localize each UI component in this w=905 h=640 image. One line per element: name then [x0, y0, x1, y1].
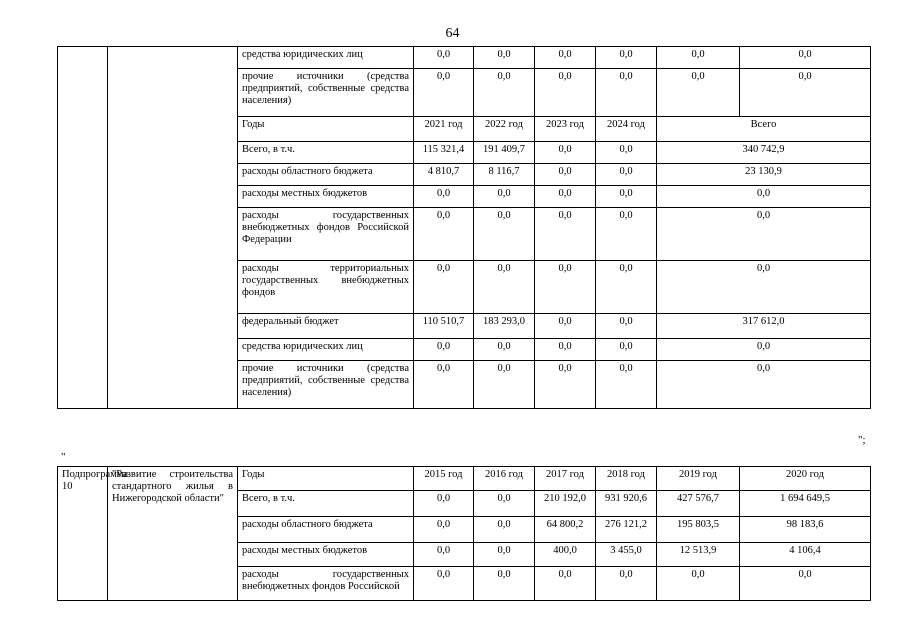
value-cell: 0,0 — [535, 208, 596, 261]
page-number: 64 — [445, 26, 460, 41]
value-cell: 0,0 — [535, 186, 596, 208]
table-row — [58, 47, 871, 69]
header-label: Годы — [238, 117, 414, 142]
total-cell: 23 130,9 — [657, 164, 871, 186]
value-cell: 0,0 — [474, 47, 535, 69]
value-cell: 1 694 649,5 — [740, 491, 871, 517]
value-cell: 210 192,0 — [535, 491, 596, 517]
row-label: прочие источники (средства предприятий, собственные средства населения) — [238, 69, 414, 117]
row-label: расходы территориальных государственных внебюджетных фондов — [238, 261, 414, 314]
funding-table-2021-2024 — [57, 46, 871, 409]
value-cell: 0,0 — [535, 314, 596, 339]
value-cell: 0,0 — [535, 361, 596, 409]
value-cell: 0,0 — [535, 47, 596, 69]
row-label: расходы государственных внебюджетных фондов Российской Федерации — [238, 208, 414, 261]
value-cell: 0,0 — [740, 69, 871, 117]
value-cell: 0,0 — [535, 261, 596, 314]
value-cell: 0,0 — [596, 261, 657, 314]
row-label: Всего, в т.ч. — [238, 142, 414, 164]
year-header: 2024 год — [596, 117, 657, 142]
value-cell: 0,0 — [414, 543, 474, 567]
year-header: 2020 год — [740, 467, 871, 491]
value-cell: 0,0 — [474, 186, 535, 208]
total-cell: 0,0 — [657, 339, 871, 361]
value-cell: 0,0 — [414, 361, 474, 409]
empty-cell — [108, 47, 238, 409]
value-cell: 0,0 — [474, 517, 535, 543]
value-cell: 276 121,2 — [596, 517, 657, 543]
value-cell: 0,0 — [535, 69, 596, 117]
year-header: 2019 год — [657, 467, 740, 491]
value-cell: 0,0 — [414, 567, 474, 601]
value-cell: 0,0 — [596, 567, 657, 601]
closing-quote: "; — [858, 434, 866, 446]
value-cell: 0,0 — [474, 208, 535, 261]
value-cell: 0,0 — [474, 361, 535, 409]
row-label: федеральный бюджет — [238, 314, 414, 339]
empty-cell — [58, 47, 108, 409]
year-header: 2015 год — [414, 467, 474, 491]
subprogram-10-funding-table — [57, 466, 871, 601]
value-cell: 0,0 — [474, 543, 535, 567]
value-cell: 0,0 — [474, 491, 535, 517]
total-cell: 0,0 — [657, 261, 871, 314]
value-cell: 0,0 — [414, 47, 474, 69]
total-cell: 0,0 — [657, 361, 871, 409]
value-cell: 195 803,5 — [657, 517, 740, 543]
value-cell: 12 513,9 — [657, 543, 740, 567]
value-cell: 183 293,0 — [474, 314, 535, 339]
value-cell: 0,0 — [474, 261, 535, 314]
value-cell: 0,0 — [414, 208, 474, 261]
value-cell: 4 106,4 — [740, 543, 871, 567]
year-header: 2023 год — [535, 117, 596, 142]
value-cell: 0,0 — [414, 517, 474, 543]
value-cell: 0,0 — [657, 47, 740, 69]
value-cell: 0,0 — [596, 47, 657, 69]
value-cell: 0,0 — [740, 567, 871, 601]
opening-quote: " — [61, 451, 66, 463]
header-label: Годы — [238, 467, 414, 491]
value-cell: 0,0 — [657, 69, 740, 117]
value-cell: 8 116,7 — [474, 164, 535, 186]
value-cell: 191 409,7 — [474, 142, 535, 164]
value-cell: 0,0 — [596, 164, 657, 186]
value-cell: 0,0 — [596, 361, 657, 409]
value-cell: 0,0 — [596, 142, 657, 164]
value-cell: 64 800,2 — [535, 517, 596, 543]
row-label: расходы областного бюджета — [238, 164, 414, 186]
total-header: Всего — [657, 117, 871, 142]
value-cell: 0,0 — [535, 164, 596, 186]
value-cell: 0,0 — [414, 69, 474, 117]
value-cell: 0,0 — [535, 339, 596, 361]
value-cell: 0,0 — [596, 186, 657, 208]
value-cell: 0,0 — [535, 567, 596, 601]
subprogram-title: "Развитие строительства стандартного жилья в Нижегородской области" — [108, 467, 238, 601]
value-cell: 0,0 — [596, 208, 657, 261]
row-label: средства юридических лиц — [238, 339, 414, 361]
value-cell: 931 920,6 — [596, 491, 657, 517]
subprogram-number: Подпрограмма 10 — [58, 467, 108, 601]
total-cell: 340 742,9 — [657, 142, 871, 164]
value-cell: 3 455,0 — [596, 543, 657, 567]
row-label: расходы государственных внебюджетных фондов Российской — [238, 567, 414, 601]
total-cell: 0,0 — [657, 208, 871, 261]
value-cell: 115 321,4 — [414, 142, 474, 164]
value-cell: 0,0 — [596, 339, 657, 361]
value-cell: 400,0 — [535, 543, 596, 567]
value-cell: 110 510,7 — [414, 314, 474, 339]
row-label: средства юридических лиц — [238, 47, 414, 69]
year-header: 2021 год — [414, 117, 474, 142]
total-cell: 0,0 — [657, 186, 871, 208]
year-header: 2022 год — [474, 117, 535, 142]
row-label: расходы местных бюджетов — [238, 186, 414, 208]
total-cell: 317 612,0 — [657, 314, 871, 339]
value-cell: 0,0 — [474, 69, 535, 117]
table-header-row — [58, 467, 871, 491]
value-cell: 0,0 — [596, 69, 657, 117]
value-cell: 0,0 — [535, 142, 596, 164]
row-label: расходы местных бюджетов — [238, 543, 414, 567]
value-cell: 0,0 — [414, 261, 474, 314]
row-label: расходы областного бюджета — [238, 517, 414, 543]
value-cell: 0,0 — [414, 491, 474, 517]
value-cell: 0,0 — [414, 186, 474, 208]
value-cell: 0,0 — [657, 567, 740, 601]
value-cell: 0,0 — [596, 314, 657, 339]
value-cell: 0,0 — [474, 339, 535, 361]
year-header: 2016 год — [474, 467, 535, 491]
value-cell: 427 576,7 — [657, 491, 740, 517]
value-cell: 4 810,7 — [414, 164, 474, 186]
value-cell: 0,0 — [474, 567, 535, 601]
year-header: 2017 год — [535, 467, 596, 491]
row-label: Всего, в т.ч. — [238, 491, 414, 517]
row-label: прочие источники (средства предприятий, собственные средства населения) — [238, 361, 414, 409]
year-header: 2018 год — [596, 467, 657, 491]
value-cell: 98 183,6 — [740, 517, 871, 543]
value-cell: 0,0 — [740, 47, 871, 69]
value-cell: 0,0 — [414, 339, 474, 361]
